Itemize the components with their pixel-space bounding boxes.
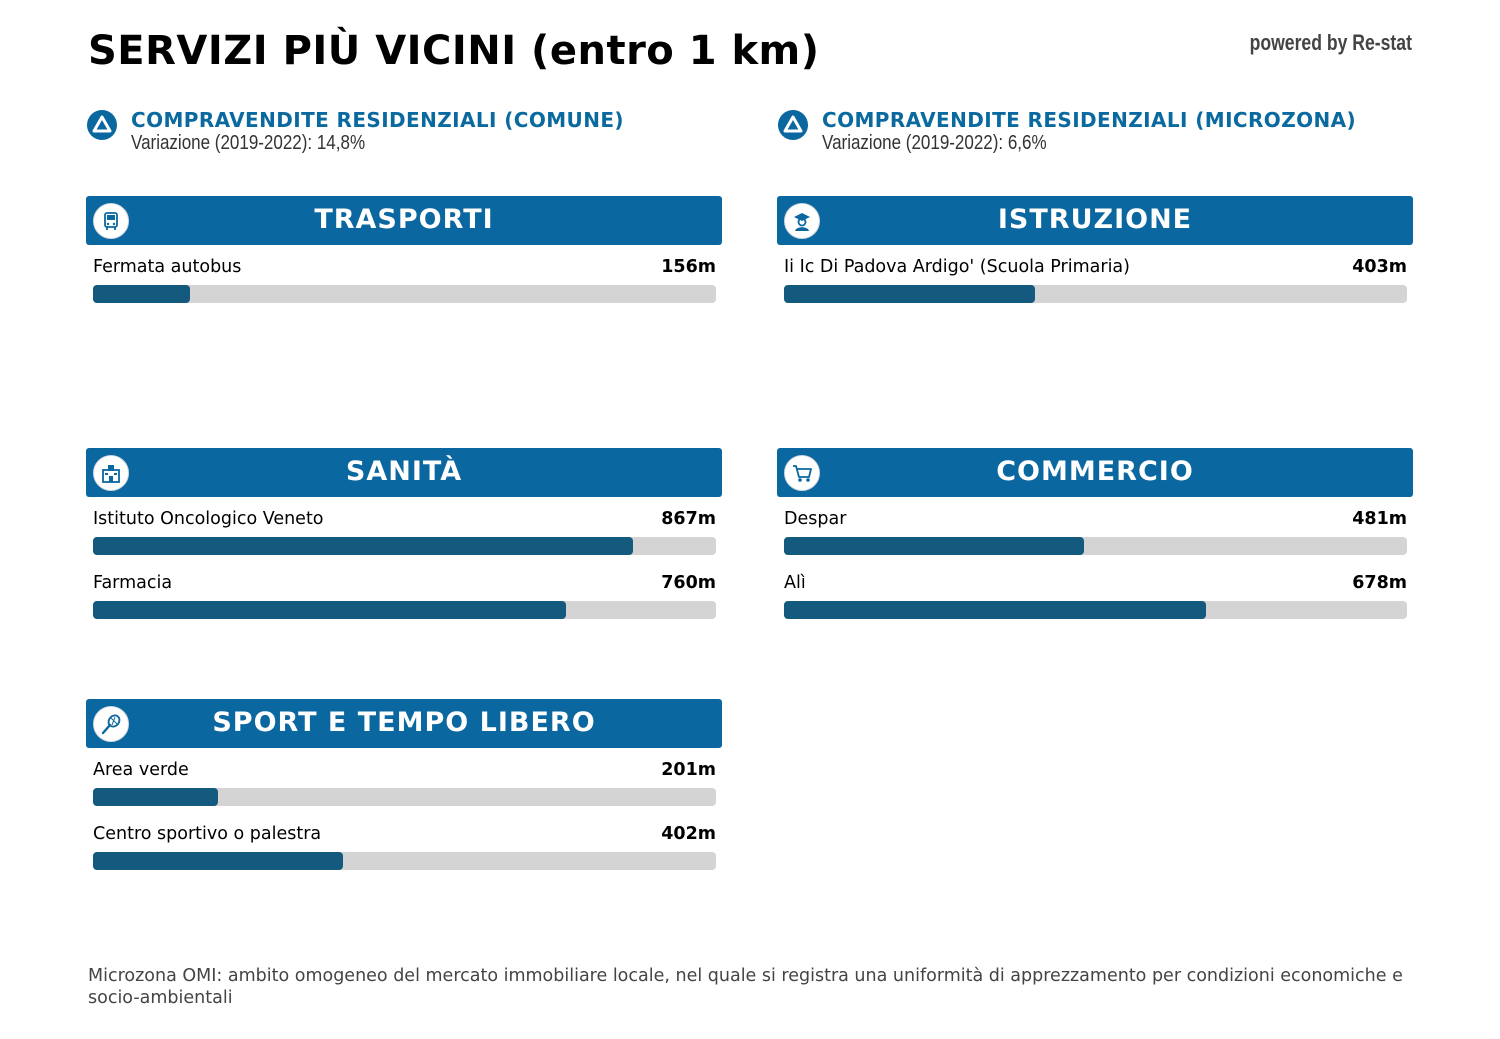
card-header: [777, 448, 1413, 497]
bar-fill: [93, 601, 566, 619]
bar-value: 678m: [1352, 573, 1407, 593]
bar-row: [777, 497, 1413, 561]
card-header: [86, 196, 722, 245]
bar-track: [93, 852, 716, 870]
bar-fill: [784, 601, 1206, 619]
card-title: COMMERCIO: [996, 456, 1194, 487]
bar-fill: [784, 537, 1084, 555]
card-sport: [86, 699, 722, 876]
bar-value: 201m: [661, 760, 716, 780]
bar-track: [784, 285, 1407, 303]
stat-label: COMPRAVENDITE RESIDENZIALI (MICROZONA): [822, 108, 1357, 132]
bar-row: [777, 245, 1413, 309]
bar-track: [93, 537, 716, 555]
triangle-up-icon: [778, 110, 808, 140]
bar-label: Alì: [784, 573, 806, 593]
card-header: [86, 699, 722, 748]
bar-value: 867m: [661, 509, 716, 529]
bar-fill: [93, 788, 218, 806]
bar-row: [86, 497, 722, 561]
bar-track: [784, 537, 1407, 555]
card-header: [777, 196, 1413, 245]
bar-value: 156m: [661, 257, 716, 277]
bar-value: 403m: [1352, 257, 1407, 277]
page-title: SERVIZI PIÙ VICINI (entro 1 km): [88, 28, 820, 74]
bar-label: Centro sportivo o palestra: [93, 824, 322, 844]
bar-label: Istituto Oncologico Veneto: [93, 509, 324, 529]
bar-label: Fermata autobus: [93, 257, 242, 277]
card-title: SPORT E TEMPO LIBERO: [212, 707, 596, 738]
footnote: Microzona OMI: ambito omogeneo del mercato immobiliare locale, nel quale si registra una uniformità di apprezzamento per condizioni economiche e socio-ambientali: [88, 966, 1403, 1008]
card-header: [86, 448, 722, 497]
bar-track: [784, 601, 1407, 619]
card-commercio: [777, 448, 1413, 625]
bar-row: [86, 245, 722, 309]
bar-row: [86, 748, 722, 812]
bar-label: Despar: [784, 509, 847, 529]
bar-fill: [93, 537, 633, 555]
card-title: ISTRUZIONE: [997, 204, 1193, 235]
card-title: SANITÀ: [345, 456, 463, 487]
card-title: TRASPORTI: [314, 204, 494, 235]
bar-value: 481m: [1352, 509, 1407, 529]
bar-fill: [784, 285, 1035, 303]
triangle-up-icon: [87, 110, 117, 140]
bar-fill: [93, 285, 190, 303]
bar-value: 760m: [661, 573, 716, 593]
card-sanita: [86, 448, 722, 625]
bar-label: Farmacia: [93, 573, 173, 593]
bar-track: [93, 601, 716, 619]
stat-label: COMPRAVENDITE RESIDENZIALI (COMUNE): [131, 108, 624, 132]
bar-label: Ii Ic Di Padova Ardigo' (Scuola Primaria): [784, 257, 1130, 277]
bar-row: [777, 561, 1413, 625]
powered-by-logo: powered by Re-stat: [1249, 30, 1412, 55]
stat-variation: Variazione (2019-2022): 6,6%: [822, 132, 1047, 154]
bar-value: 402m: [661, 824, 716, 844]
bar-label: Area verde: [93, 760, 189, 780]
card-istruzione: [777, 196, 1413, 309]
bar-track: [93, 788, 716, 806]
bar-fill: [93, 852, 343, 870]
bar-row: [86, 812, 722, 876]
stat-variation: Variazione (2019-2022): 14,8%: [131, 132, 366, 154]
bar-track: [93, 285, 716, 303]
bar-row: [86, 561, 722, 625]
card-trasporti: [86, 196, 722, 309]
